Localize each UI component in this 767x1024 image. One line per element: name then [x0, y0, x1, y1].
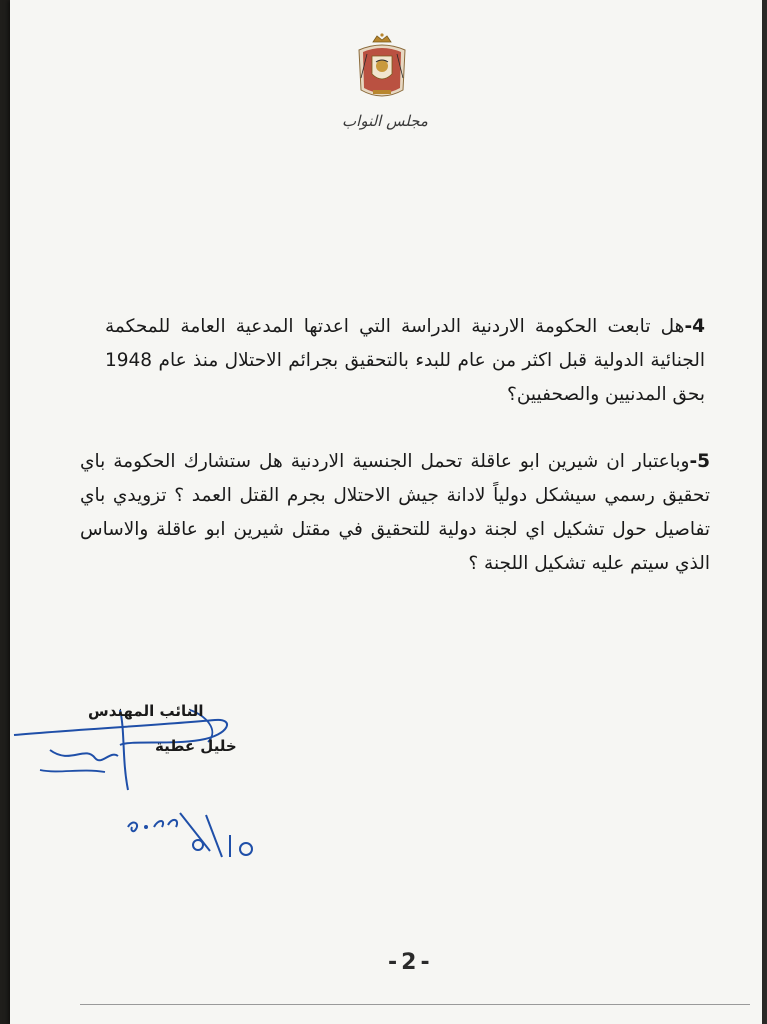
page-number: -2- — [388, 950, 434, 975]
document-page — [10, 0, 762, 1024]
jordan-coat-of-arms-icon — [353, 32, 411, 102]
question-text: وباعتبار ان شيرين ابو عاقلة تحمل الجنسية الاردنية هل ستشارك الحكومة باي تحقيق رسمي سيشكل دولياً لادانة جيش الاحتلال بجرم القتل العمد ؟ تزويدي باي تفاصيل حول تشكيل اي لجنة دولية للتحقيق في مقتل شيرين ابو عاقلة والاساس الذي سيتم عليه تشكيل اللجنة ؟ — [80, 451, 710, 574]
question-text: هل تابعت الحكومة الاردنية الدراسة التي اعدتها المدعية العامة للمحكمة الجنائية الدولية قبل اكثر من عام للبدء بالتحقيق بجرائم الاحتلال منذ عام 1948 بحق المدنيين والصحفيين؟ — [105, 316, 705, 405]
footer-divider — [80, 1004, 750, 1005]
question-5 — [80, 445, 710, 581]
signatory-name: خليل عطية — [155, 737, 237, 755]
question-number: 5- — [689, 451, 710, 472]
signatory-title: النائب المهندس — [88, 702, 204, 720]
question-4 — [105, 310, 705, 412]
handwritten-date — [122, 805, 262, 865]
question-number: 4- — [684, 316, 705, 337]
council-name: مجلس النواب — [342, 112, 428, 130]
